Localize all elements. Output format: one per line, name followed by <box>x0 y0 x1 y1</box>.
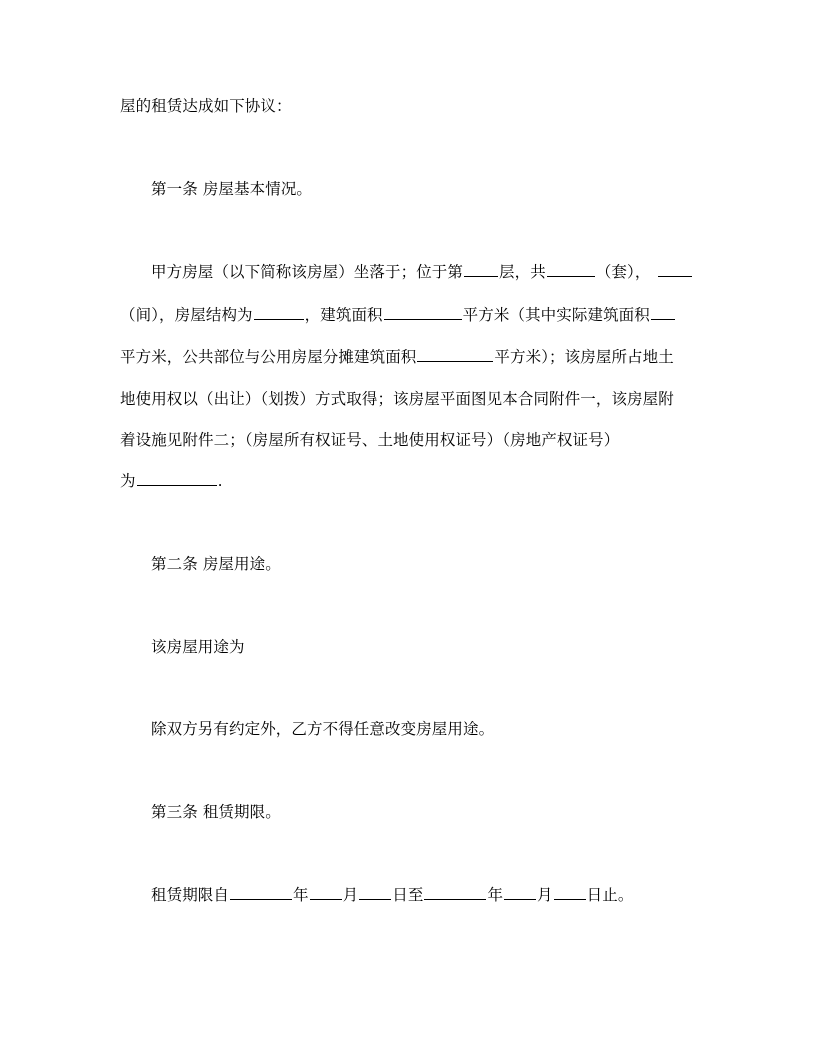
text: 平方米（其中实际建筑面积 <box>462 306 650 324</box>
article2-use <box>151 637 731 657</box>
article2-restriction <box>151 719 731 739</box>
text: 租赁期限自 <box>151 886 230 904</box>
text: 着设施见附件二；（房屋所有权证号、土地使用权证号）（房地产权证号） <box>120 431 620 449</box>
article1-line3 <box>120 347 700 367</box>
text: 平方米）；该房屋所占地土 <box>494 348 674 366</box>
text: 年 <box>293 886 309 904</box>
text: 月 <box>342 886 359 904</box>
text: 为 <box>120 472 136 490</box>
structure-blank <box>254 305 304 320</box>
article1-line1 <box>151 262 731 282</box>
end-month-blank <box>504 885 536 900</box>
intro-text: 屋的租赁达成如下协议： <box>120 97 292 115</box>
certificate-blank <box>137 471 217 486</box>
actual-area-blank <box>651 305 675 320</box>
text: 甲方房屋（以下简称该房屋）坐落于；位于第 <box>151 263 464 281</box>
article1-line2 <box>120 305 700 325</box>
start-month-blank <box>310 885 342 900</box>
text: 日至 <box>392 886 424 904</box>
start-year-blank <box>230 885 292 900</box>
room-blank <box>658 262 692 277</box>
text: 月 <box>537 886 553 904</box>
article3-heading-text: 第三条 租赁期限。 <box>151 803 281 821</box>
article1-line6 <box>120 471 700 491</box>
article3-term <box>151 885 731 905</box>
intro-line <box>120 96 700 116</box>
article1-heading <box>151 179 731 199</box>
suite-blank <box>547 262 595 277</box>
article1-line4 <box>120 389 700 409</box>
article1-heading-text: 第一条 房屋基本情况。 <box>151 180 313 198</box>
text: （间），房屋结构为 <box>120 306 253 324</box>
area-blank <box>384 305 462 320</box>
restriction-text: 除双方另有约定外，乙方不得任意改变房屋用途。 <box>151 720 495 738</box>
text: 层，共 <box>499 263 546 281</box>
use-text: 该房屋用途为 <box>151 638 245 656</box>
end-year-blank <box>424 885 486 900</box>
text: 平方米，公共部位与公用房屋分摊建筑面积 <box>120 348 417 366</box>
article1-line5 <box>120 430 700 450</box>
text: 日止。 <box>586 886 634 904</box>
floor-blank <box>464 262 498 277</box>
text: 地使用权以（出让）（划拨）方式取得；该房屋平面图见本合同附件一，该房屋附 <box>120 390 674 408</box>
text: （套）， <box>595 263 651 281</box>
start-day-blank <box>359 885 391 900</box>
text: 年 <box>487 886 504 904</box>
article3-heading <box>151 802 731 822</box>
text: ，建筑面积 <box>304 306 383 324</box>
article2-heading <box>151 554 731 574</box>
text: . <box>217 472 223 490</box>
end-day-blank <box>554 885 586 900</box>
article2-heading-text: 第二条 房屋用途。 <box>151 555 281 573</box>
shared-area-blank <box>417 347 493 362</box>
